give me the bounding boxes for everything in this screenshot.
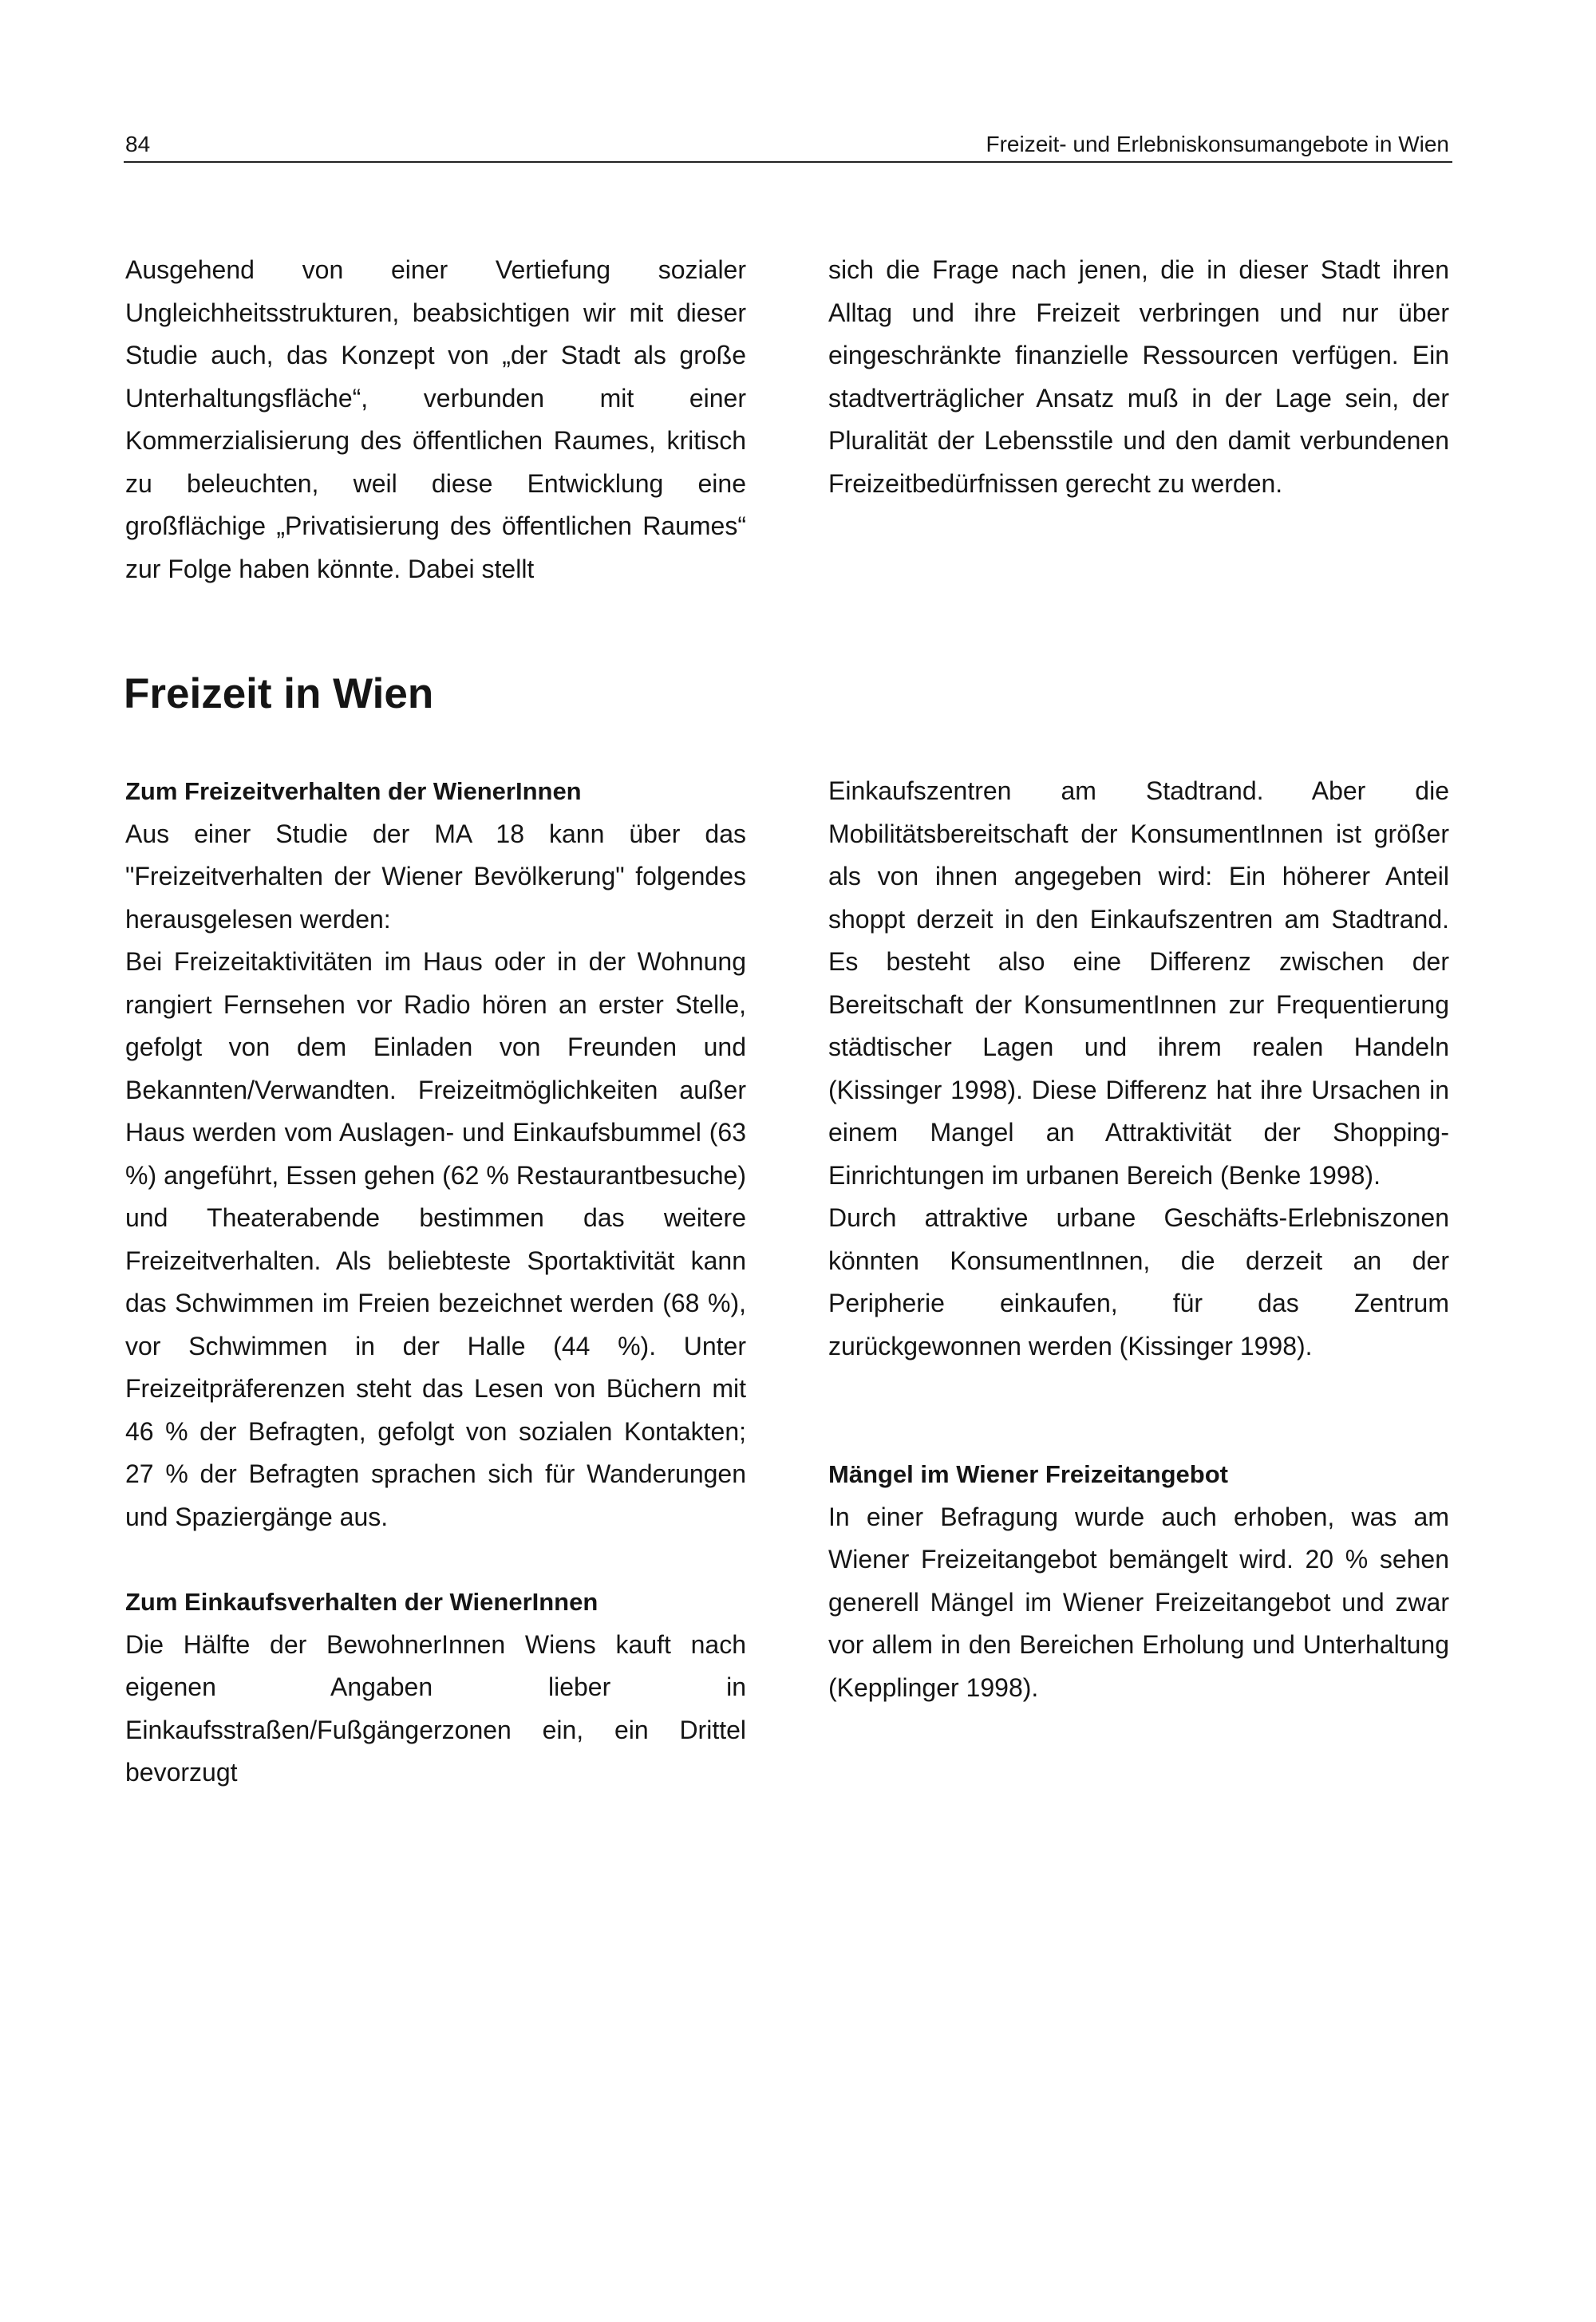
maengel-body: In einer Befragung wurde auch erhoben, was am Wiener Freizeitangebot bemängelt wird. 20 % sehen generell Mängel im Wiener Freizeitangebot und zwar vor allem in den Bereichen Erholung und Unterhaltung (Kepplinger 1998). <box>828 1502 1449 1702</box>
section-title: Freizeit in Wien <box>124 670 434 717</box>
intro-paragraph-right: sich die Frage nach jenen, die in dieser Stadt ihren Alltag und ihre Freizeit verbringen und nur über eingeschränkte finanzielle Ressourcen verfügen. Ein stadtverträglicher Ansatz muß in der Lage sein, der Pluralität der Lebensstile und den damit verbundenen Freizeitbedürfnissen gerecht zu werden. <box>828 255 1449 498</box>
intro-right-column <box>828 249 1449 505</box>
page-header <box>124 128 1452 163</box>
page-number: 84 <box>125 132 151 156</box>
intro-left-column <box>125 249 746 590</box>
freizeitverhalten-body: Bei Freizeitaktivitäten im Haus oder in der Wohnung rangiert Fernsehen vor Radio hören an erster Stelle, gefolgt von dem Einladen von Freunden und Bekannten/Verwandten. Freizeitmöglichkeiten außer Haus werden vom Auslagen- und Einkaufsbummel (63 %) angeführt, Essen gehen (62 % Restaurantbesuche) und Theaterabende bestimmen das weitere Freizeitverhalten. Als beliebteste Sportaktivität kann das Schwimmen im Freien bezeichnet werden (68 %), vor Schwimmen in der Halle (44 %). Unter Freizeitpräferenzen steht das Lesen von Büchern mit 46 % der Befragten, gefolgt von sozialen Kontakten; 27 % der Befragten sprachen sich für Wanderungen und Spaziergänge aus. <box>125 947 746 1531</box>
freizeitverhalten-intro: Aus einer Studie der MA 18 kann über das "Freizeitverhalten der Wiener Bevölkerung" folgendes herausgelesen werden: <box>125 819 746 934</box>
einkaufsverhalten-heading: Zum Einkaufsverhalten der WienerInnen <box>125 1588 598 1616</box>
einkaufsverhalten-body-cont: Einkaufszentren am Stadtrand. Aber die Mobilitätsbereitschaft der KonsumentInnen ist größer als von ihnen angegeben wird: Ein höherer Anteil shoppt derzeit in den Einkaufszentren am Stadtrand. Es besteht also eine Differenz zwischen der Bereitschaft der KonsumentInnen zur Frequentierung städtischer Lagen und ihrem realen Handeln (Kissinger 1998). Diese Differenz hat ihre Ursachen in einem Mangel an Attraktivität der Shopping-Einrichtungen im urbanen Bereich (Benke 1998). <box>828 776 1449 1190</box>
einkaufsverhalten-body-start: Die Hälfte der BewohnerInnen Wiens kauft nach eigenen Angaben lieber in Einkaufsstraßen/Fußgängerzonen ein, ein Drittel bevorzugt <box>125 1629 746 1787</box>
einkaufsverhalten-body-2: Durch attraktive urbane Geschäfts-Erlebniszonen könnten KonsumentInnen, die derzeit an der Peripherie einkaufen, für das Zentrum zurückgewonnen werden (Kissinger 1998). <box>828 1203 1449 1360</box>
maengel-heading: Mängel im Wiener Freizeitangebot <box>828 1460 1228 1488</box>
main-left-column <box>125 770 746 1795</box>
running-title: Freizeit- und Erlebniskonsumangebote in Wien <box>986 132 1449 156</box>
freizeitverhalten-heading: Zum Freizeitverhalten der WienerInnen <box>125 777 582 805</box>
intro-paragraph-left: Ausgehend von einer Vertiefung sozialer Ungleichheitsstrukturen, beabsichtigen wir mit dieser Studie auch, das Konzept von „der Stadt als große Unterhaltungsfläche“, verbunden mit einer Kommerzialisierung des öffentlichen Raumes, kritisch zu beleuchten, weil diese Entwicklung eine großflächige „Privatisierung des öffentlichen Raumes“ zur Folge haben könnte. Dabei stellt <box>125 255 746 583</box>
main-right-column <box>828 770 1449 1709</box>
